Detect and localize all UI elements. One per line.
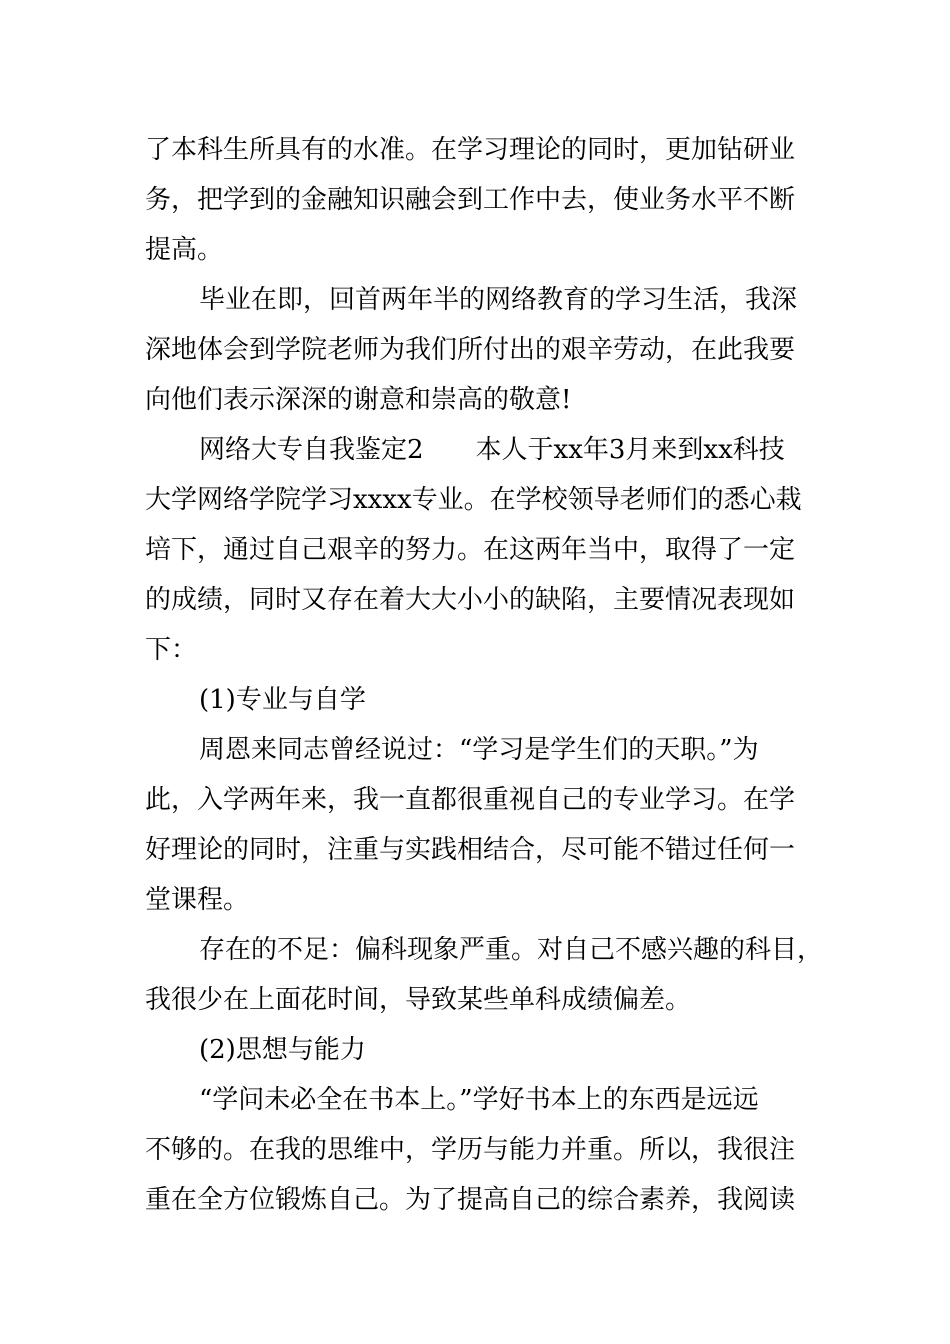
text-line: 的成绩，同时又存在着大大小小的缺陷，主要情况表现如	[145, 585, 796, 615]
text-line: 大学网络学院学习xxxx专业。在学校领导老师们的悉心栽	[145, 485, 802, 515]
paragraph-start-line: 存在的不足：偏科现象严重。对自己不感兴趣的科目，	[199, 935, 824, 965]
text-line: 好理论的同时，注重与实践相结合，尽可能不错过任何一	[145, 835, 796, 865]
text-line: 深地体会到学院老师为我们所付出的艰辛劳动，在此我要	[145, 335, 796, 365]
text-line: 堂课程。	[145, 885, 250, 915]
text-line: 我很少在上面花时间，导致某些单科成绩偏差。	[145, 985, 692, 1015]
paragraph-start-line: 周恩来同志曾经说过：“学习是学生们的天职。”为	[199, 735, 759, 765]
paragraph-start-line: 网络大专自我鉴定2 本人于xx年3月来到xx科技	[199, 435, 785, 465]
text-line: 向他们表示深深的谢意和崇高的敬意!	[145, 385, 572, 415]
text-line: 此，入学两年来，我一直都很重视自己的专业学习。在学	[145, 785, 796, 815]
section-heading: (1)专业与自学	[199, 685, 366, 715]
text-line: 务，把学到的金融知识融会到工作中去，使业务水平不断	[145, 185, 796, 215]
text-line: 提高。	[145, 235, 224, 265]
paragraph-start-line: “学问未必全在书本上。”学好书本上的东西是远远	[199, 1085, 759, 1115]
text-line: 了本科生所具有的水准。在学习理论的同时，更加钻研业	[145, 135, 796, 165]
paragraph-start-line: 毕业在即，回首两年半的网络教育的学习生活，我深	[199, 285, 798, 315]
body-text	[145, 125, 845, 1225]
section-heading: (2)思想与能力	[199, 1035, 366, 1065]
text-line: 下：	[145, 635, 198, 665]
text-line: 重在全方位锻炼自己。为了提高自己的综合素养，我阅读	[145, 1185, 796, 1215]
text-line: 不够的。在我的思维中，学历与能力并重。所以，我很注	[145, 1135, 796, 1165]
text-line: 培下，通过自己艰辛的努力。在这两年当中，取得了一定	[145, 535, 796, 565]
